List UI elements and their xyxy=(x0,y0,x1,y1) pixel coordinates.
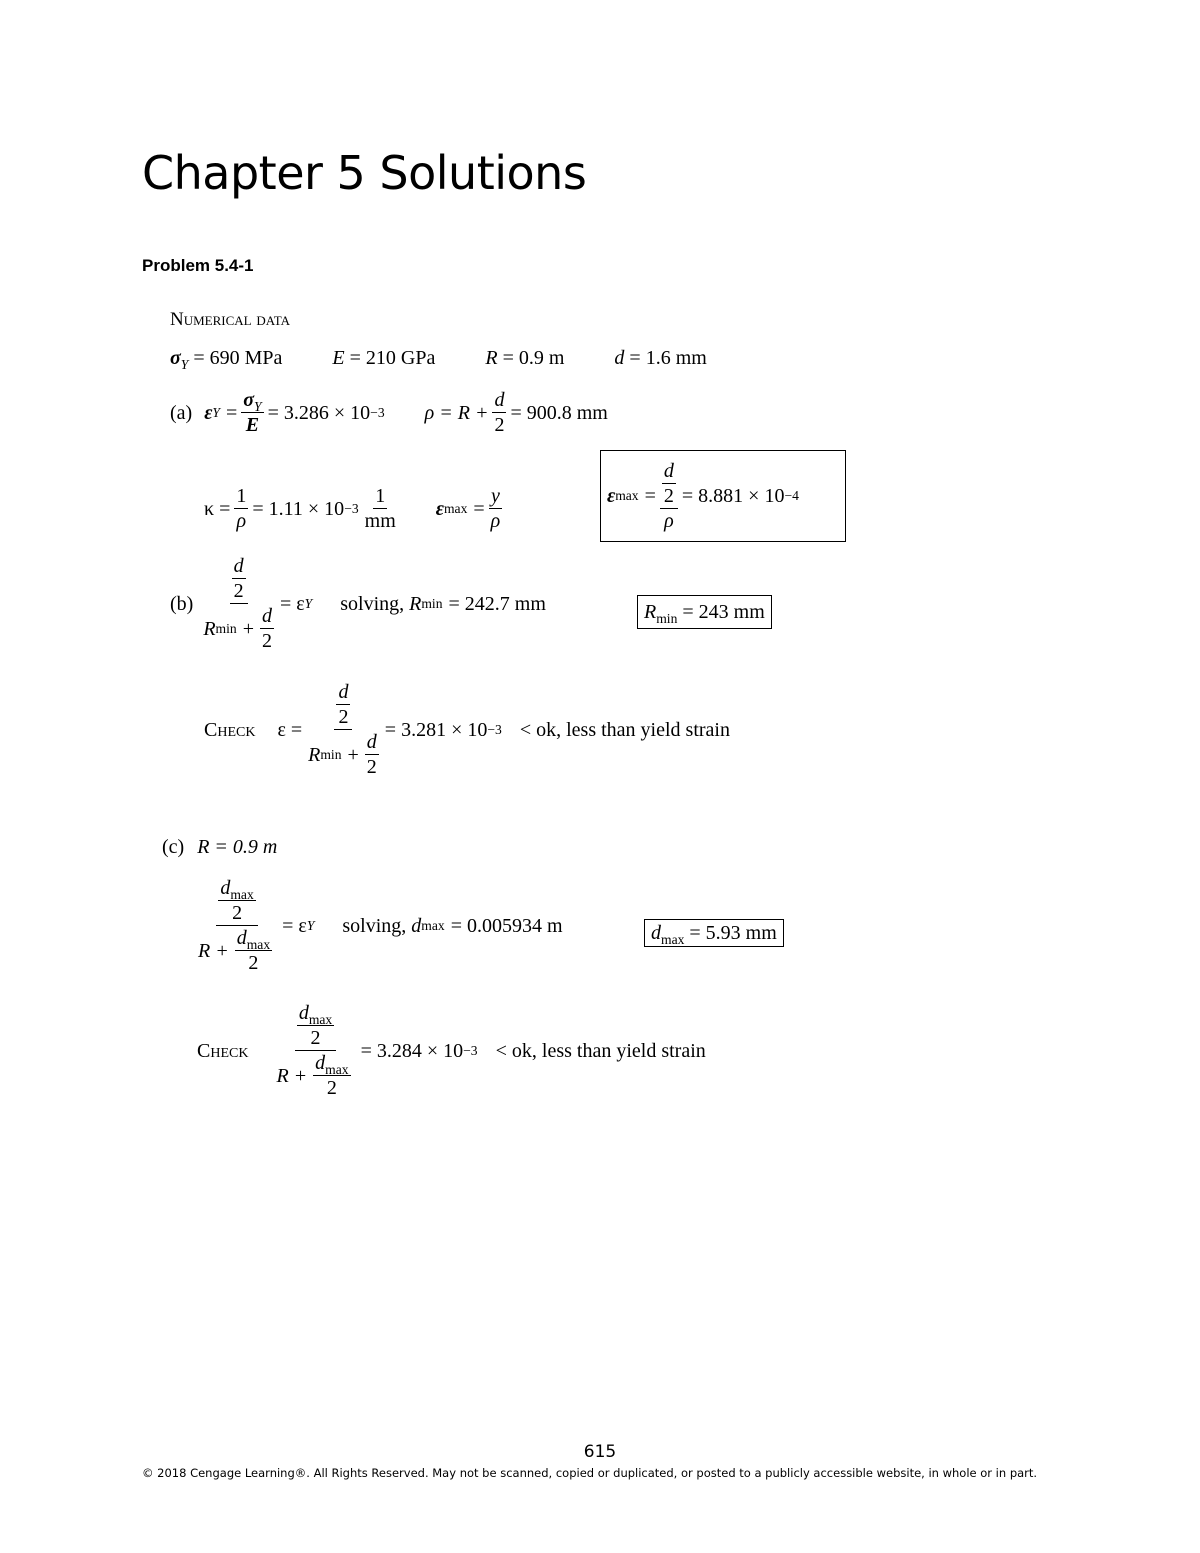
part-b-boxed-answer: $R_{min} = 243$ mm xyxy=(637,595,772,629)
part-c-check: Check $\frac{d_{max}}{2}$ R + $\frac{d_{max}}{2}$ = 3.284 × 10 −3 < ok, less than yield strain xyxy=(197,1002,706,1099)
problem-label: Problem 5.4-1 xyxy=(142,256,254,275)
part-b-check: Check ε = $\frac{d}{2}$ R min + $\frac{d}{2}$ = 3.281 × 10 −3 < ok, less than yield strain xyxy=(204,681,730,778)
numerical-data-heading: Numerical data xyxy=(170,309,290,330)
part-a-yield-strain: (a) ε Y = $\frac{\sigma_Y}{E}$ = 3.286 × 10 −3 ρ = R + $\frac{d}{2}$ = 900.8 mm xyxy=(170,389,608,436)
copyright-notice: © 2018 Cengage Learning®. All Rights Reserved. May not be scanned, copied or duplicated, or posted to a publicly accessible website, in whole or in part. xyxy=(142,1466,1038,1480)
numerical-data-line: $\sigma_Y = 690$ MPa E = 210 GPa R = 0.9 m d = 1.6 mm xyxy=(170,347,707,372)
part-a-boxed-answer: ε max = $\frac{\frac{d}{2}}{\rho}$ = 8.881 × 10 −4 xyxy=(600,450,846,542)
part-c-given: (c) R = 0.9 m xyxy=(162,836,278,858)
chapter-title: Chapter 5 Solutions xyxy=(142,146,587,200)
part-b-equation: (b) $\frac{d}{2}$ R min + $\frac{d}{2}$ = ε Y solving, R min = 242.7 mm xyxy=(170,555,546,652)
page-number: 615 xyxy=(583,1442,617,1462)
part-c-boxed-answer: $d_{max} = 5.93$ mm xyxy=(644,919,784,947)
part-a-curvature: κ = $\frac{1}{\rho}$ = 1.11 × 10 −3 $\frac{1}{mm}$ ε max = $\frac{y}{\rho}$ xyxy=(204,485,501,532)
part-c-equation: $\frac{d_{max}}{2}$ R + $\frac{d_{max}}{2}$ = ε Y solving, d max = 0.005934 m xyxy=(198,877,563,974)
